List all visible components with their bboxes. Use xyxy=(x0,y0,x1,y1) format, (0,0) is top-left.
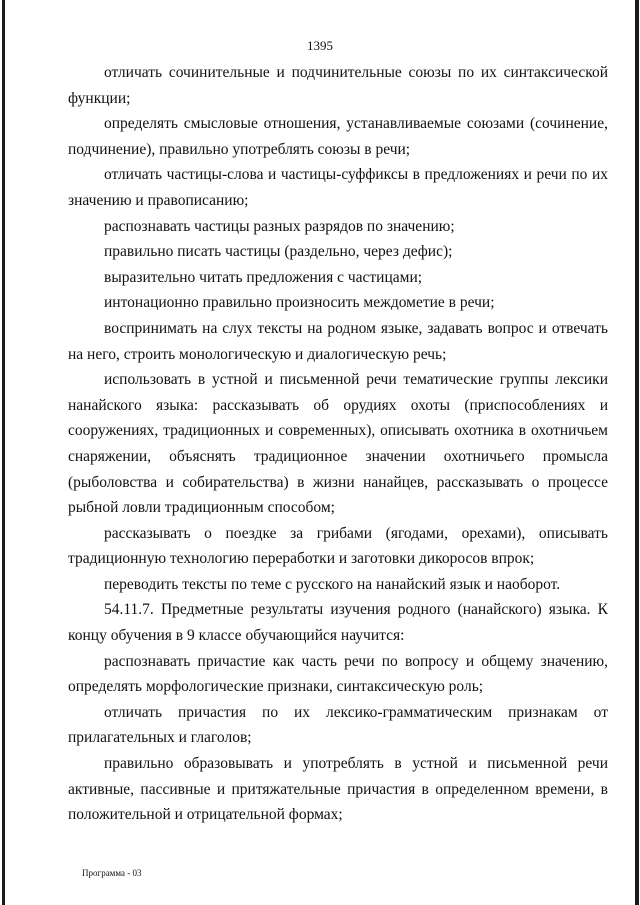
paragraph: определять смысловые отношения, устанавливаемые союзами (сочинение, подчинение), правильно употреблять союзы в речи; xyxy=(68,115,608,158)
paragraph: распознавать частицы разных разрядов по значению; xyxy=(104,217,455,235)
paragraph: отличать сочинительные и подчинительные союзы по их синтаксической функции; xyxy=(68,64,608,107)
footer-program-label: Программа - 03 xyxy=(82,868,142,878)
paragraph: распознавать причастие как часть речи по вопросу и общему значению, определять морфологические признаки, синтаксическую роль; xyxy=(68,652,608,696)
paragraph: рассказывать о поездке за грибами (ягодами, орехами), описывать традиционную технологию переработки и заготовки дикоросов впрок; xyxy=(68,524,608,568)
paragraph: выразительно читать предложения с частицами; xyxy=(104,268,423,286)
page-number: 1395 xyxy=(307,38,333,53)
paragraph: использовать в устной и письменной речи тематические группы лексики нанайского языка: рассказывать об орудиях охоты (приспособлениях и сооружениях, традиционных и современных), описывать охотника в охотничьем снаряжении, объяснять традиционное значении охотничьего промысла (рыболовства и собирательства) в жизни нанайцев, рассказывать о процессе рыбной ловли традиционным способом; xyxy=(68,371,608,517)
paragraph: воспринимать на слух тексты на родном языке, задавать вопрос и отвечать на него, строить монологическую и диалогическую речь; xyxy=(68,319,608,363)
scan-border-right xyxy=(635,0,639,905)
paragraph: интонационно правильно произносить междометие в речи; xyxy=(104,294,495,312)
paragraph: правильно образовывать и употреблять в устной и письменной речи активные, пассивные и притяжательные причастия в определенном времени, в положительной и отрицательной формах; xyxy=(68,755,608,824)
paragraph: отличать причастия по их лексико-грамматическим признакам от прилагательных и глаголов; xyxy=(68,703,608,747)
paragraph: переводить тексты по теме с русского на нанайский язык и наоборот. xyxy=(104,575,561,593)
scan-border-left xyxy=(2,0,5,905)
paragraph: правильно писать частицы (раздельно, через дефис); xyxy=(104,243,453,261)
document-body xyxy=(68,60,608,828)
section-heading-paragraph: 54.11.7. Предметные результаты изучения родного (нанайского) языка. К концу обучения в 9 классе обучающийся научится: xyxy=(68,601,608,645)
paragraph: отличать частицы-слова и частицы-суффиксы в предложениях и речи по их значению и правописанию; xyxy=(68,166,608,209)
